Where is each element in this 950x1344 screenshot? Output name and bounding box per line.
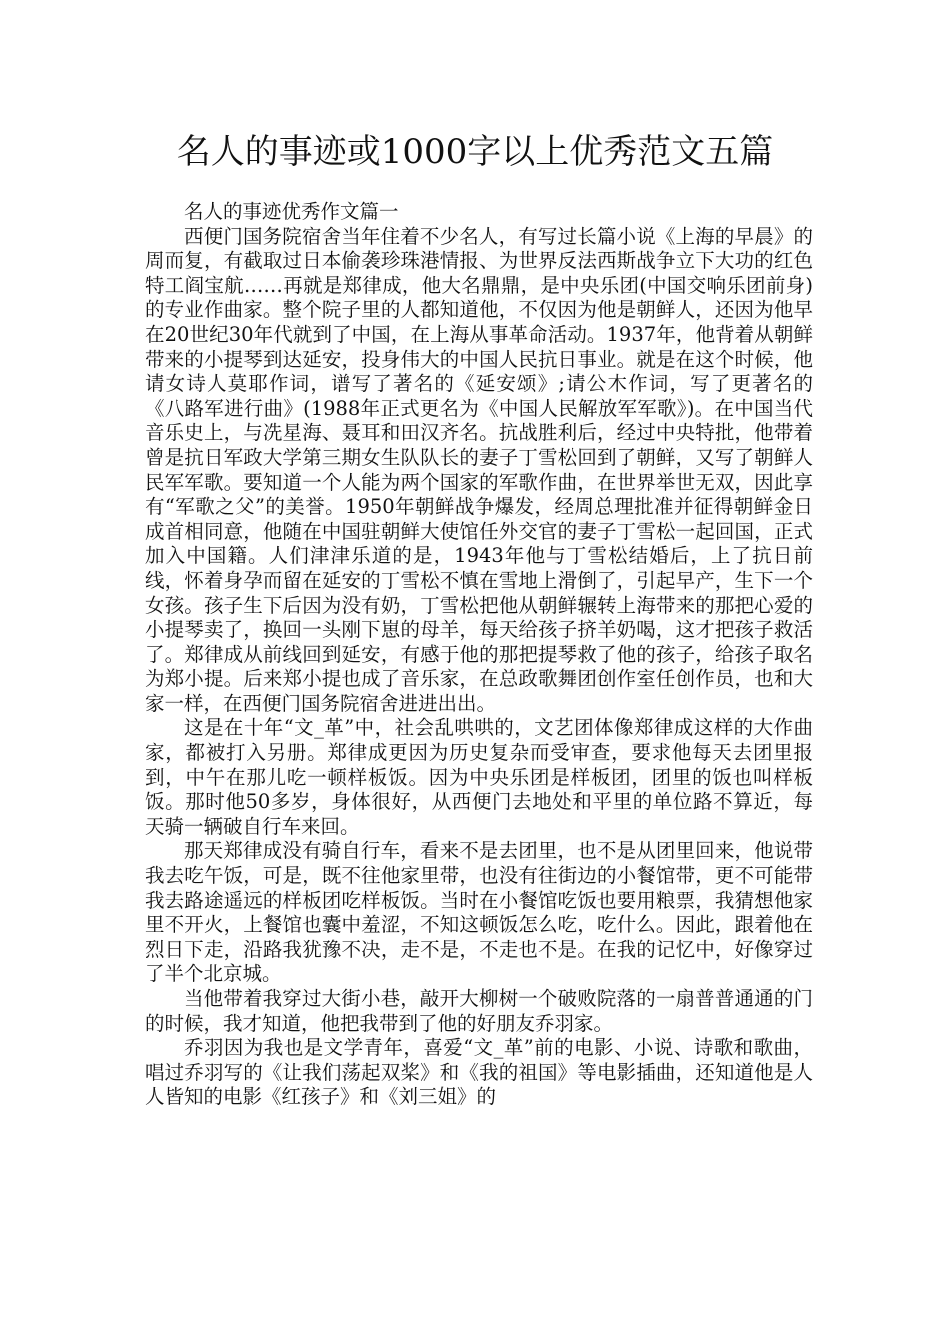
- body-paragraph: 乔羽因为我也是文学青年，喜爱“文_革”前的电影、小说、诗歌和歌曲，唱过乔羽写的《让我们荡起双桨》和《我的祖国》等电影插曲，还知道他是人人皆知的电影《红孩子》和《刘三姐》的: [145, 1036, 813, 1109]
- document-body: [145, 200, 813, 1110]
- document-title: 名人的事迹或1000字以上优秀范文五篇: [176, 132, 774, 172]
- body-paragraph: 当他带着我穿过大街小巷，敲开大柳树一个破败院落的一扇普普通通的门的时候，我才知道，他把我带到了他的好朋友乔羽家。: [145, 987, 813, 1035]
- section-heading: 名人的事迹优秀作文篇一: [184, 200, 399, 223]
- body-paragraph: 那天郑律成没有骑自行车，看来不是去团里，也不是从团里回来，他说带我去吃午饭，可是，既不往他家里带，也没有往街边的小餐馆带，更不可能带我去路途遥远的样板团吃样板饭。当时在小餐馆吃饭也要用粮票，我猜想他家里不开火，上餐馆也囊中羞涩，不知这顿饭怎么吃，吃什么。因此，跟着他在烈日下走，沿路我犹豫不决，走不是，不走也不是。在我的记忆中，好像穿过了半个北京城。: [145, 839, 813, 986]
- body-paragraph: 这是在十年“文_革”中，社会乱哄哄的，文艺团体像郑律成这样的大作曲家，都被打入另册。郑律成更因为历史复杂而受审查，要求他每天去团里报到，中午在那儿吃一顿样板饭。因为中央乐团是样板团，团里的饭也叫样板饭。那时他50多岁，身体很好，从西便门去地处和平里的单位路不算近，每天骑一辆破自行车来回。: [145, 716, 813, 838]
- body-paragraph: 西便门国务院宿舍当年住着不少名人，有写过长篇小说《上海的早晨》的周而复，有截取过日本偷袭珍珠港情报、为世界反法西斯战争立下大功的红色特工阎宝航……再就是郑律成，他大名鼎鼎，是中央乐团(中国交响乐团前身)的专业作曲家。整个院子里的人都知道他，不仅因为他是朝鲜人，还因为他早在20世纪30年代就到了中国，在上海从事革命活动。1937年，他背着从朝鲜带来的小提琴到达延安，投身伟大的中国人民抗日事业。就是在这个时候，他请女诗人莫耶作词，谱写了著名的《延安颂》;请公木作词，写了更著名的《八路军进行曲》(1988年正式更名为《中国人民解放军军歌》)。在中国当代音乐史上，与冼星海、聂耳和田汉齐名。抗战胜利后，经过中央特批，他带着曾是抗日军政大学第三期女生队队长的妻子丁雪松回到了朝鲜，又写了朝鲜人民军军歌。要知道一个人能为两个国家的军歌作曲，在世界举世无双，因此享有“军歌之父”的美誉。1950年朝鲜战争爆发，经周总理批准并征得朝鲜金日成首相同意，他随在中国驻朝鲜大使馆任外交官的妻子丁雪松一起回国，正式加入中国籍。人们津津乐道的是，1943年他与丁雪松结婚后，上了抗日前线，怀着身孕而留在延安的丁雪松不慎在雪地上滑倒了，引起早产，生下一个女孩。孩子生下后因为没有奶，丁雪松把他从朝鲜辗转上海带来的那把心爱的小提琴卖了，换回一头刚下崽的母羊，每天给孩子挤羊奶喝，这才把孩子救活了。郑律成从前线回到延安，有感于他的那把提琴救了他的孩子，给孩子取名为郑小提。后来郑小提也成了音乐家，在总政歌舞团创作室任创作员，也和大家一样，在西便门国务院宿舍进进出出。: [145, 224, 813, 715]
